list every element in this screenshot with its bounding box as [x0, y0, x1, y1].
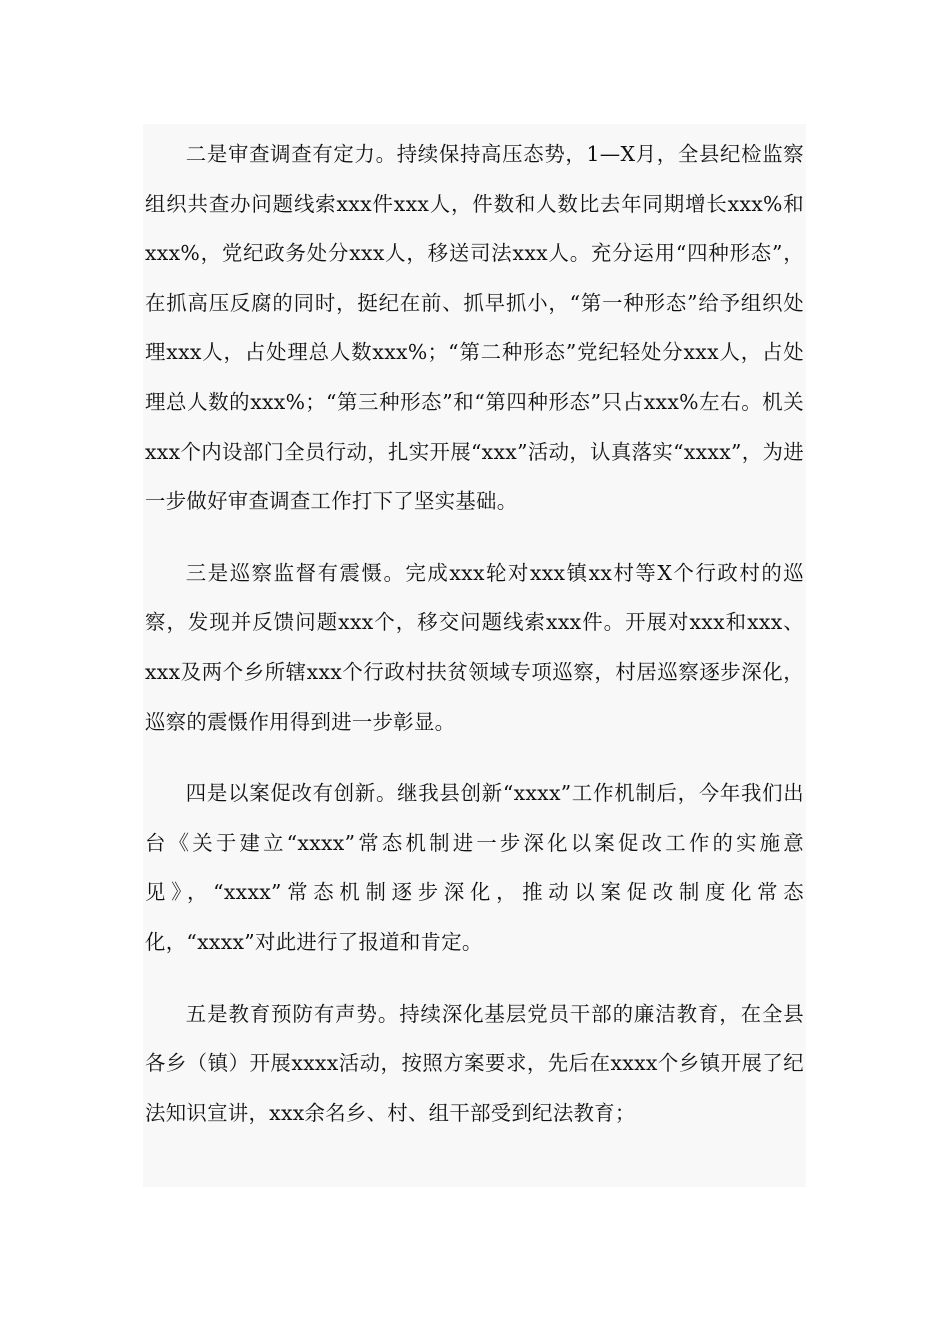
- paragraph-case-reform: 四是以案促改有创新。继我县创新“xxxx”工作机制后，今年我们出台《关于建立“xxxx”常态机制进一步深化以案促改工作的实施意见》，“xxxx”常态机制逐步深化，推动以案促改制度化常态化，“xxxx”对此进行了报道和肯定。: [145, 781, 804, 954]
- paragraph-gap: [145, 968, 804, 990]
- paragraph-education-prevention: 五是教育预防有声势。持续深化基层党员干部的廉洁教育，在全县各乡（镇）开展xxxx活动，按照方案要求，先后在xxxx个乡镇开展了纪法知识宣讲，xxx余名乡、村、组干部受到纪法教育；: [145, 1001, 804, 1125]
- paragraph-gap: [145, 527, 804, 549]
- paragraph-review-investigation: 二是审查调查有定力。持续保持高压态势，1—X月，全县纪检监察组织共查办问题线索xxx件xxx人，件数和人数比去年同期增长xxx%和xxx%，党纪政务处分xxx人，移送司法xxx人。充分运用“四种形态”，在抓高压反腐的同时，挺纪在前、抓早抓小，“第一种形态”给予组织处理xxx人，占处理总人数xxx%；“第二种形态”党纪轻处分xxx人，占处理总人数的xxx%；“第三种形态”和“第四种形态”只占xxx%左右。机关xxx个内设部门全员行动，扎实开展“xxx”活动，认真落实“xxxx”，为进一步做好审查调查工作打下了坚实基础。: [145, 142, 804, 514]
- paragraph-inspection-supervision: 三是巡察监督有震慑。完成xxx轮对xxx镇xx村等X个行政村的巡察，发现并反馈问题xxx个，移交问题线索xxx件。开展对xxx和xxx、xxx及两个乡所辖xxx个行政村扶贫领域专项巡察，村居巡察逐步深化，巡察的震慑作用得到进一步彰显。: [145, 560, 804, 734]
- document-body: [143, 124, 806, 1187]
- paragraph-gap: [145, 747, 804, 769]
